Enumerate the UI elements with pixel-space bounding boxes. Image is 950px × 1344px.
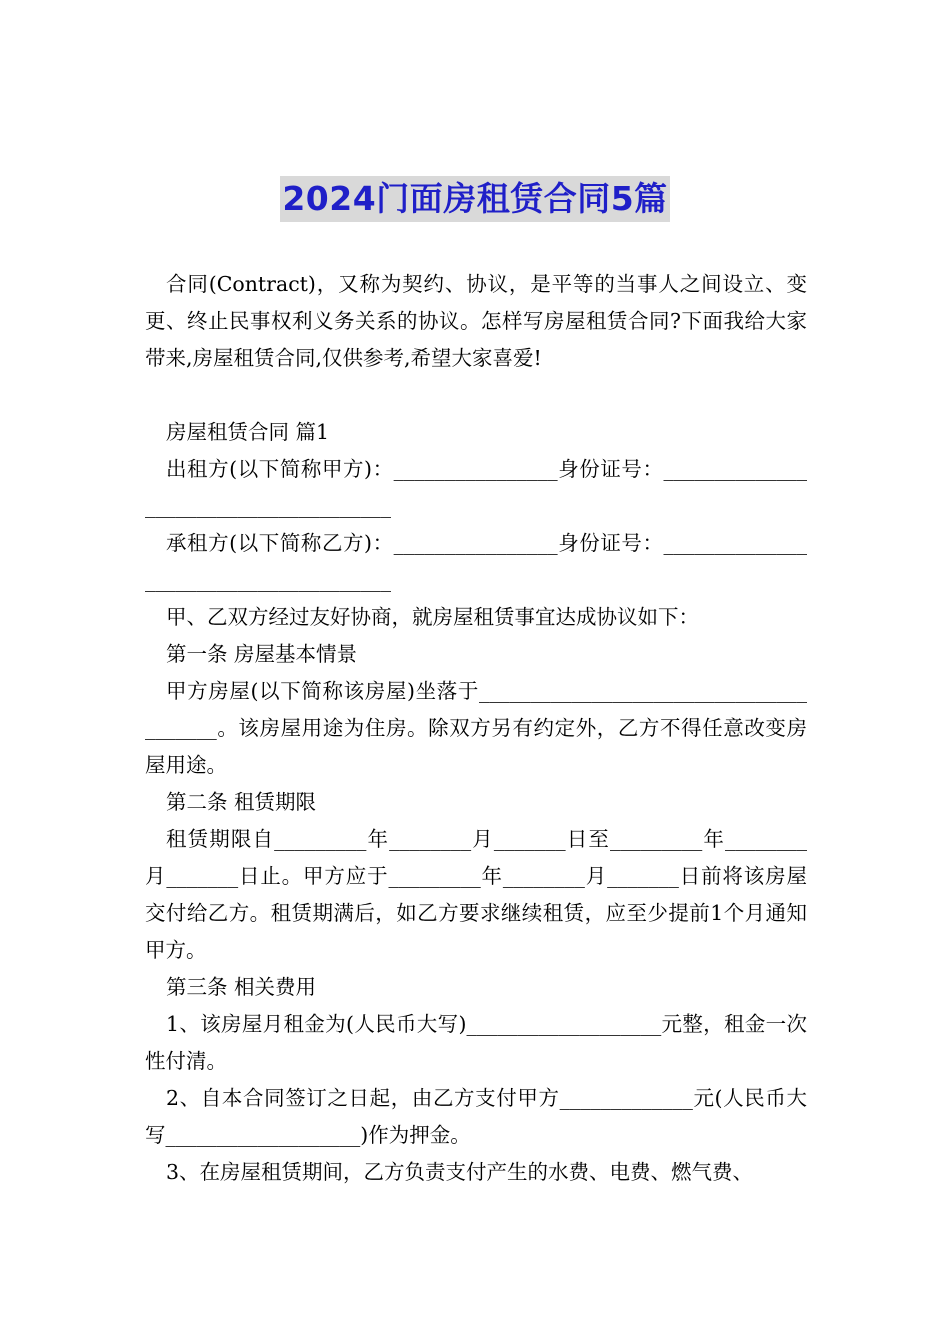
- title-wrap: [0, 176, 950, 222]
- lessee-line: 承租方(以下简称乙方)：________________身份证号：______________________________________: [145, 531, 807, 592]
- article-1-title: 第一条 房屋基本情景: [166, 642, 358, 666]
- agreement-line: 甲、乙双方经过友好协商，就房屋租赁事宜达成协议如下：: [166, 605, 699, 629]
- article-3-item-1: 1、该房屋月租金为(人民币大写)___________________元整，租金一次性付清。: [145, 1012, 807, 1073]
- intro-paragraph: 合同(Contract)，又称为契约、协议，是平等的当事人之间设立、变更、终止民事权利义务关系的协议。怎样写房屋租赁合同?下面我给大家带来,房屋租赁合同,仅供参考,希望大家喜爱!: [145, 272, 807, 370]
- article-2-body: 租赁期限自_________年________月_______日至_________年________月_______日止。甲方应于_________年________月_______日前将该房屋交付给乙方。租赁期满后，如乙方要求继续租赁，应至少提前1个月通知甲方。: [145, 827, 807, 962]
- article-2-title: 第二条 租赁期限: [166, 790, 317, 814]
- article-1-body: 甲方房屋(以下简称该房屋)坐落于_______________________________________。该房屋用途为住房。除双方另有约定外，乙方不得任意改变房屋用途。: [145, 679, 807, 777]
- document-body: [145, 266, 807, 1191]
- contract-heading: 房屋租赁合同 篇1: [166, 420, 330, 444]
- article-3-item-2: 2、自本合同签订之日起，由乙方支付甲方_____________元(人民币大写___________________)作为押金。: [145, 1086, 807, 1147]
- article-3-title: 第三条 相关费用: [166, 975, 317, 999]
- lessor-line: 出租方(以下简称甲方)：________________身份证号：______________________________________: [145, 457, 807, 518]
- paragraph-gap: [145, 377, 807, 414]
- document-title: 2024门面房租赁合同5篇: [280, 176, 669, 222]
- article-3-item-3: 3、在房屋租赁期间，乙方负责支付产生的水费、电费、燃气费、: [166, 1160, 754, 1184]
